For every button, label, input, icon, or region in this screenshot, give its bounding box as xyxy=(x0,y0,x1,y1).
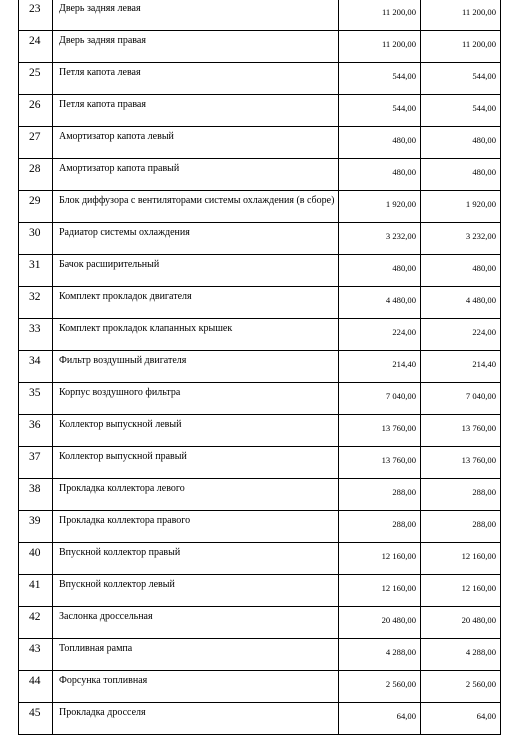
table-row xyxy=(19,0,501,31)
row-number-cell: 38 xyxy=(19,479,53,511)
part-name-cell: Петля капота правая xyxy=(53,95,339,127)
total-price-cell: 64,00 xyxy=(421,703,501,735)
total-price-cell: 2 560,00 xyxy=(421,671,501,703)
table-row xyxy=(19,479,501,511)
row-number-cell: 45 xyxy=(19,703,53,735)
unit-price-cell: 12 160,00 xyxy=(339,575,421,607)
part-name-cell: Заслонка дроссельная xyxy=(53,607,339,639)
total-price-cell: 544,00 xyxy=(421,95,501,127)
row-number-cell: 28 xyxy=(19,159,53,191)
part-name-cell: Бачок расширительный xyxy=(53,255,339,287)
part-name-cell: Дверь задняя правая xyxy=(53,31,339,63)
table-row xyxy=(19,127,501,159)
unit-price-cell: 214,40 xyxy=(339,351,421,383)
row-number-cell: 40 xyxy=(19,543,53,575)
part-name-cell: Прокладка коллектора левого xyxy=(53,479,339,511)
unit-price-cell: 480,00 xyxy=(339,255,421,287)
part-name-cell: Фильтр воздушный двигателя xyxy=(53,351,339,383)
table-row xyxy=(19,511,501,543)
total-price-cell: 480,00 xyxy=(421,255,501,287)
table-row xyxy=(19,383,501,415)
unit-price-cell: 13 760,00 xyxy=(339,447,421,479)
table-row xyxy=(19,255,501,287)
row-number-cell: 44 xyxy=(19,671,53,703)
row-number-cell: 26 xyxy=(19,95,53,127)
table-row xyxy=(19,607,501,639)
table-row xyxy=(19,703,501,735)
total-price-cell: 480,00 xyxy=(421,159,501,191)
table-row xyxy=(19,31,501,63)
total-price-cell: 11 200,00 xyxy=(421,0,501,31)
total-price-cell: 288,00 xyxy=(421,511,501,543)
row-number-cell: 41 xyxy=(19,575,53,607)
unit-price-cell: 544,00 xyxy=(339,63,421,95)
table-row xyxy=(19,415,501,447)
total-price-cell: 12 160,00 xyxy=(421,575,501,607)
parts-price-table xyxy=(18,0,501,735)
unit-price-cell: 12 160,00 xyxy=(339,543,421,575)
table-row xyxy=(19,543,501,575)
row-number-cell: 39 xyxy=(19,511,53,543)
unit-price-cell: 288,00 xyxy=(339,511,421,543)
table-row xyxy=(19,319,501,351)
row-number-cell: 43 xyxy=(19,639,53,671)
total-price-cell: 7 040,00 xyxy=(421,383,501,415)
total-price-cell: 20 480,00 xyxy=(421,607,501,639)
unit-price-cell: 544,00 xyxy=(339,95,421,127)
unit-price-cell: 7 040,00 xyxy=(339,383,421,415)
row-number-cell: 31 xyxy=(19,255,53,287)
unit-price-cell: 1 920,00 xyxy=(339,191,421,223)
total-price-cell: 544,00 xyxy=(421,63,501,95)
part-name-cell: Коллектор выпускной левый xyxy=(53,415,339,447)
row-number-cell: 29 xyxy=(19,191,53,223)
total-price-cell: 4 288,00 xyxy=(421,639,501,671)
part-name-cell: Радиатор системы охлаждения xyxy=(53,223,339,255)
part-name-cell: Комплект прокладок двигателя xyxy=(53,287,339,319)
total-price-cell: 11 200,00 xyxy=(421,31,501,63)
part-name-cell: Прокладка коллектора правого xyxy=(53,511,339,543)
table-row xyxy=(19,639,501,671)
table-row xyxy=(19,447,501,479)
table-row xyxy=(19,575,501,607)
unit-price-cell: 20 480,00 xyxy=(339,607,421,639)
row-number-cell: 30 xyxy=(19,223,53,255)
table-row xyxy=(19,671,501,703)
total-price-cell: 13 760,00 xyxy=(421,415,501,447)
part-name-cell: Форсунка топливная xyxy=(53,671,339,703)
row-number-cell: 42 xyxy=(19,607,53,639)
unit-price-cell: 4 288,00 xyxy=(339,639,421,671)
total-price-cell: 3 232,00 xyxy=(421,223,501,255)
row-number-cell: 37 xyxy=(19,447,53,479)
total-price-cell: 13 760,00 xyxy=(421,447,501,479)
part-name-cell: Топливная рампа xyxy=(53,639,339,671)
unit-price-cell: 11 200,00 xyxy=(339,31,421,63)
table-row xyxy=(19,191,501,223)
part-name-cell: Корпус воздушного фильтра xyxy=(53,383,339,415)
row-number-cell: 33 xyxy=(19,319,53,351)
table-body xyxy=(19,0,501,735)
row-number-cell: 32 xyxy=(19,287,53,319)
unit-price-cell: 480,00 xyxy=(339,159,421,191)
total-price-cell: 214,40 xyxy=(421,351,501,383)
unit-price-cell: 4 480,00 xyxy=(339,287,421,319)
unit-price-cell: 2 560,00 xyxy=(339,671,421,703)
part-name-cell: Прокладка дросселя xyxy=(53,703,339,735)
unit-price-cell: 3 232,00 xyxy=(339,223,421,255)
part-name-cell: Блок диффузора с вентиляторами системы охлаждения (в сборе) xyxy=(53,191,339,223)
total-price-cell: 12 160,00 xyxy=(421,543,501,575)
table-row xyxy=(19,63,501,95)
total-price-cell: 1 920,00 xyxy=(421,191,501,223)
unit-price-cell: 11 200,00 xyxy=(339,0,421,31)
part-name-cell: Впускной коллектор правый xyxy=(53,543,339,575)
row-number-cell: 34 xyxy=(19,351,53,383)
table-row xyxy=(19,223,501,255)
total-price-cell: 224,00 xyxy=(421,319,501,351)
table-row xyxy=(19,159,501,191)
part-name-cell: Амортизатор капота правый xyxy=(53,159,339,191)
part-name-cell: Комплект прокладок клапанных крышек xyxy=(53,319,339,351)
unit-price-cell: 224,00 xyxy=(339,319,421,351)
part-name-cell: Впускной коллектор левый xyxy=(53,575,339,607)
table-row xyxy=(19,95,501,127)
row-number-cell: 25 xyxy=(19,63,53,95)
unit-price-cell: 288,00 xyxy=(339,479,421,511)
table-row xyxy=(19,287,501,319)
part-name-cell: Коллектор выпускной правый xyxy=(53,447,339,479)
row-number-cell: 24 xyxy=(19,31,53,63)
total-price-cell: 4 480,00 xyxy=(421,287,501,319)
part-name-cell: Петля капота левая xyxy=(53,63,339,95)
unit-price-cell: 13 760,00 xyxy=(339,415,421,447)
unit-price-cell: 64,00 xyxy=(339,703,421,735)
row-number-cell: 23 xyxy=(19,0,53,31)
table-row xyxy=(19,351,501,383)
unit-price-cell: 480,00 xyxy=(339,127,421,159)
total-price-cell: 288,00 xyxy=(421,479,501,511)
total-price-cell: 480,00 xyxy=(421,127,501,159)
row-number-cell: 36 xyxy=(19,415,53,447)
part-name-cell: Дверь задняя левая xyxy=(53,0,339,31)
part-name-cell: Амортизатор капота левый xyxy=(53,127,339,159)
row-number-cell: 35 xyxy=(19,383,53,415)
row-number-cell: 27 xyxy=(19,127,53,159)
